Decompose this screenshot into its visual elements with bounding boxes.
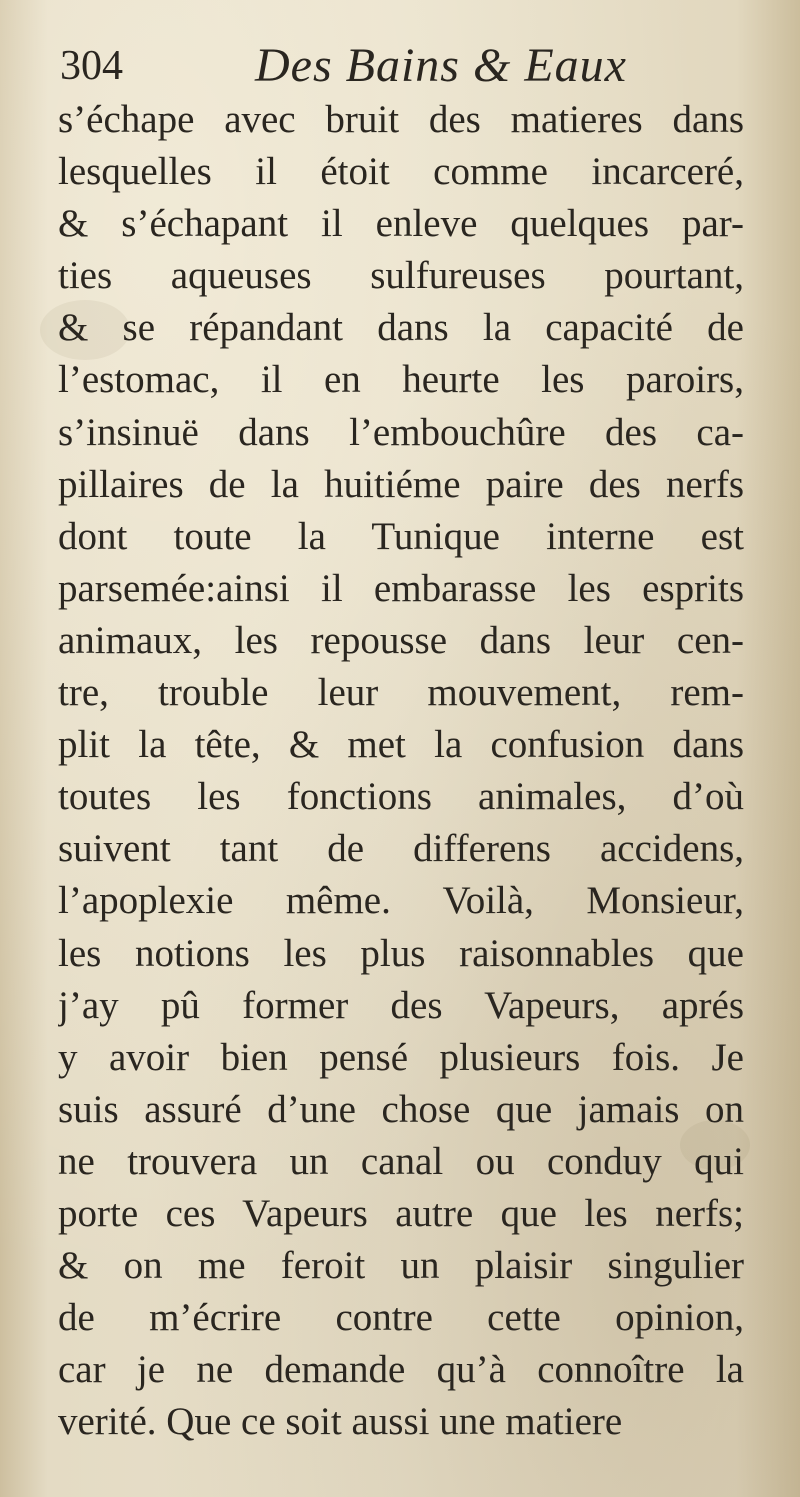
text-line: de m’écrire contre cette opinion, bbox=[58, 1296, 744, 1340]
text-line: ne trouvera un canal ou conduy qui bbox=[58, 1139, 744, 1183]
text-line: & on me feroit un plaisir singulier bbox=[58, 1244, 744, 1288]
text-line: animaux, les repousse dans leur cen- bbox=[58, 618, 744, 662]
running-title: Des Bains & Eaux bbox=[255, 39, 627, 92]
text-line: j’ay pû former des Vapeurs, aprés bbox=[58, 983, 744, 1027]
text-line: ties aqueuses sulfureuses pourtant, bbox=[58, 254, 744, 298]
text-line: parsemée:ainsi il embarasse les esprits bbox=[58, 566, 744, 610]
text-line: dont toute la Tunique interne est bbox=[58, 514, 744, 558]
text-line: & se répandant dans la capacité de bbox=[58, 306, 744, 350]
text-line: l’estomac, il en heurte les paroirs, bbox=[58, 358, 744, 402]
text-line: porte ces Vapeurs autre que les nerfs; bbox=[58, 1191, 744, 1235]
text-line: y avoir bien pensé plusieurs fois. Je bbox=[58, 1035, 744, 1079]
text-line: suivent tant de differens accidens, bbox=[58, 827, 744, 871]
text-line: plit la tête, & met la confusion dans bbox=[58, 723, 744, 767]
body-text bbox=[58, 94, 744, 1448]
text-line: les notions les plus raisonnables que bbox=[58, 931, 744, 975]
page-header bbox=[50, 38, 750, 100]
text-line: & s’échapant il enleve quelques par- bbox=[58, 202, 744, 246]
text-line: s’échape avec bruit des matieres dans bbox=[58, 98, 744, 141]
text-line: pillaires de la huitiéme paire des nerfs bbox=[58, 462, 744, 506]
text-line: l’apoplexie même. Voilà, Monsieur, bbox=[58, 879, 744, 923]
text-line: verité. Que ce soit aussi une matiere bbox=[58, 1400, 623, 1444]
text-line: car je ne demande qu’à connoître la bbox=[58, 1348, 744, 1392]
text-line: lesquelles il étoit comme incarceré, bbox=[58, 150, 744, 194]
text-line: suis assuré d’une chose que jamais on bbox=[58, 1087, 744, 1131]
text-line: toutes les fonctions animales, d’où bbox=[58, 775, 744, 819]
text-line: tre, trouble leur mouvement, rem- bbox=[58, 671, 744, 715]
text-line: s’insinuë dans l’embouchûre des ca- bbox=[58, 410, 744, 454]
page-number: 304 bbox=[60, 43, 123, 89]
